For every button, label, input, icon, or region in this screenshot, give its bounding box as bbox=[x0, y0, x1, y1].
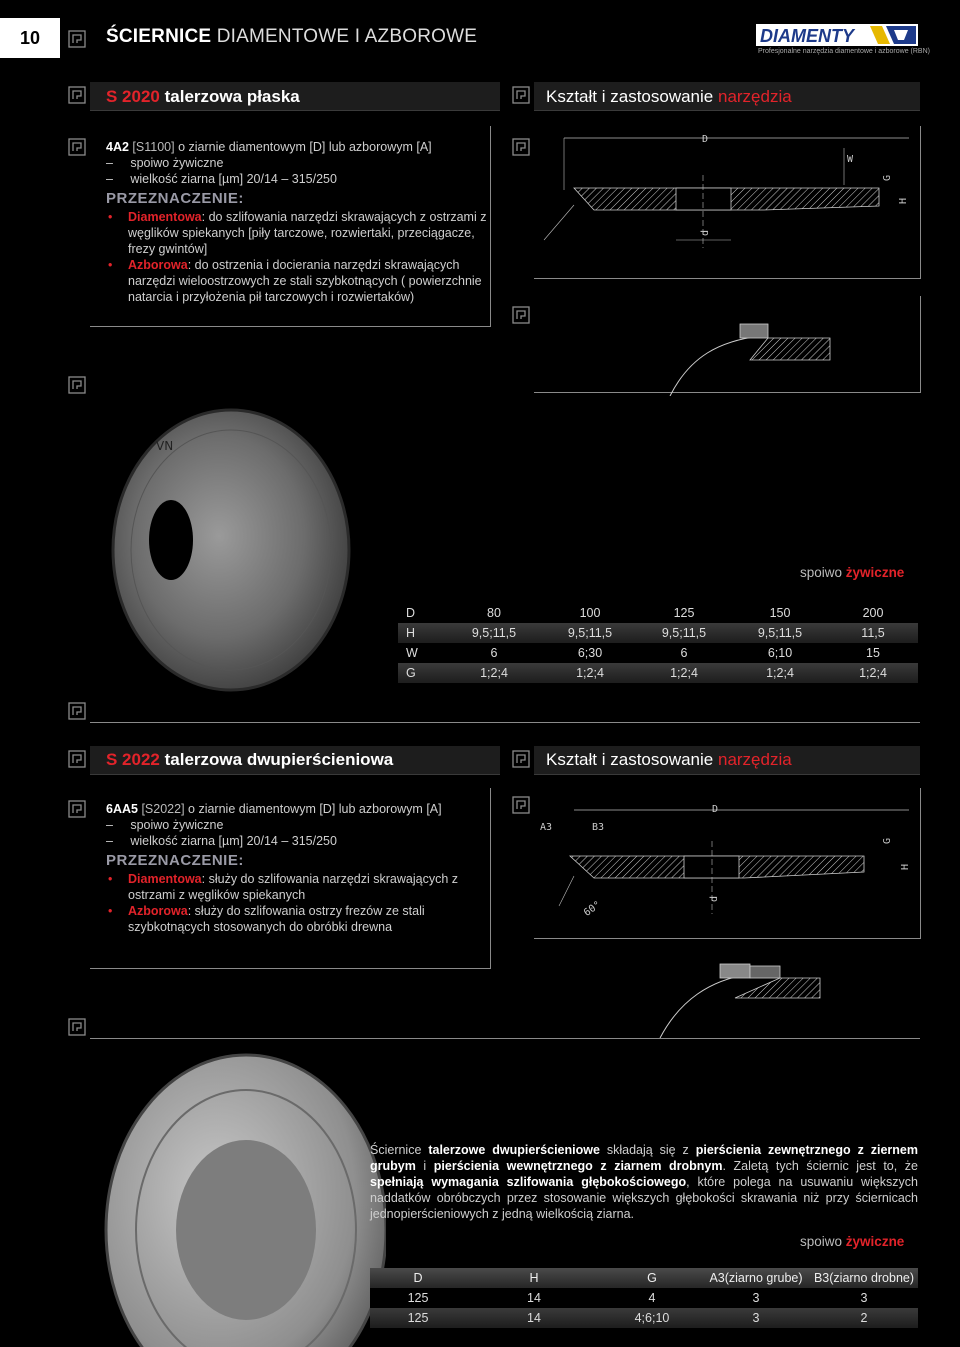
s2020-table-cell: 9,5;11,5 bbox=[444, 623, 544, 643]
s2020-purpose-diamond: • Diamentowa: do szlifowania narzędzi skrawających z ostrzami z węglików spiekanych [piły tarczowe, rozwiertaki, przeciągacze, frezy gwintów] bbox=[106, 209, 488, 257]
s2020-table-cell: 6;30 bbox=[544, 643, 636, 663]
section-icon bbox=[512, 750, 530, 768]
s2020-spec-table bbox=[398, 603, 918, 683]
section-separator bbox=[90, 700, 920, 723]
s2020-table-cell: 80 bbox=[444, 603, 544, 623]
svg-text:VN: VN bbox=[156, 439, 174, 453]
s2020-table-cell: 1;2;4 bbox=[828, 663, 918, 683]
s2022-table-cell: 125 bbox=[370, 1288, 466, 1308]
shape-title-red: narzędzia bbox=[717, 87, 792, 106]
s2022-code: S 2022 bbox=[106, 750, 160, 769]
shape-title-text: Kształt i zastosowanie bbox=[546, 750, 714, 769]
section-icon bbox=[512, 796, 530, 814]
section-icon bbox=[68, 138, 86, 156]
s2022-table-row bbox=[370, 1308, 918, 1328]
diamenty-logo bbox=[756, 24, 918, 46]
s2022-table-header-cell: A3(ziarno grube) bbox=[702, 1268, 810, 1288]
s2020-table-cell: 9,5;11,5 bbox=[544, 623, 636, 643]
s2022-purpose-diamond: • Diamentowa: służy do szlifowania narzędzi skrawających z ostrzami z węglików spiekanych bbox=[106, 871, 478, 903]
s2022-table-header-row bbox=[370, 1268, 918, 1288]
section-icon bbox=[68, 86, 86, 104]
s2022-table-cell: 14 bbox=[466, 1288, 602, 1308]
section-separator bbox=[90, 1016, 920, 1039]
s2020-bond-label: spoiwo żywiczne bbox=[800, 565, 905, 580]
s2022-table-cell: 3 bbox=[810, 1288, 918, 1308]
dim-D: D bbox=[702, 134, 709, 145]
s2020-table-cell: 125 bbox=[636, 603, 732, 623]
s2020-table-cell: 6 bbox=[636, 643, 732, 663]
s2022-table-cell: 4 bbox=[602, 1288, 702, 1308]
section-icon bbox=[512, 138, 530, 156]
s2022-table-header-cell: G bbox=[602, 1268, 702, 1288]
s2020-table-cell: 9,5;11,5 bbox=[636, 623, 732, 643]
svg-text:H: H bbox=[898, 197, 909, 204]
s2022-table-cell: 4;6;10 bbox=[602, 1308, 702, 1328]
s2020-purpose-azbor: • Azborowa: do ostrzenia i docierania narzędzi skrawających narzędzi wieloostrzowych ze stali szybkotnących ( powierzchnie natarcia i przyłożenia pił tarczowych i rozwiertaków) bbox=[106, 257, 488, 305]
s2020-table-cell: 6;10 bbox=[732, 643, 828, 663]
s2022-table-header-cell: H bbox=[466, 1268, 602, 1288]
section-icon bbox=[68, 376, 86, 394]
s2022-title bbox=[106, 750, 393, 770]
s2022-table-cell: 3 bbox=[702, 1308, 810, 1328]
s2022-purpose-label: PRZEZNACZENIE: bbox=[106, 852, 244, 869]
s2020-table-row bbox=[398, 623, 918, 643]
s2020-table-cell: G bbox=[398, 663, 444, 683]
svg-text:d: d bbox=[709, 895, 720, 902]
section-icon bbox=[68, 30, 86, 48]
s2022-table-cell: 3 bbox=[702, 1288, 810, 1308]
s2020-table-cell: 1;2;4 bbox=[544, 663, 636, 683]
s2020-table-cell: 1;2;4 bbox=[444, 663, 544, 683]
s2020-table-row bbox=[398, 643, 918, 663]
s2022-table-header-cell: B3(ziarno drobne) bbox=[810, 1268, 918, 1288]
section-icon bbox=[68, 750, 86, 768]
svg-text:B3: B3 bbox=[592, 822, 605, 833]
s2020-shape-diagram bbox=[534, 130, 920, 260]
svg-text:A3: A3 bbox=[540, 822, 553, 833]
section-icon bbox=[512, 86, 530, 104]
s2020-purpose-label: PRZEZNACZENIE: bbox=[106, 190, 244, 207]
s2022-table-cell: 2 bbox=[810, 1308, 918, 1328]
s2020-table-cell: 15 bbox=[828, 643, 918, 663]
s2022-name: talerzowa dwupierścieniowa bbox=[164, 750, 394, 769]
section-icon bbox=[68, 800, 86, 818]
s2020-title bbox=[106, 87, 300, 107]
s2022-table-header-cell: D bbox=[370, 1268, 466, 1288]
page-number: 10 bbox=[0, 18, 60, 58]
s2022-shape-title bbox=[546, 750, 792, 770]
s2020-description bbox=[106, 139, 488, 305]
s2022-bond-label: spoiwo żywiczne bbox=[800, 1234, 905, 1249]
s2022-long-description: Ściernice talerzowe dwupierścieniowe składają się z pierścienia zewnętrznego z ziernem grubym i pierścienia wewnętrznego z ziarnem drobnym. Zaletą tych ściernic jest to, że spełniają wymagania szlifowania głębokościowego, które polega na usuwaniu większych naddatków obróbczych przez stosowanie większych głębokości skrawania niż przy ściernicach jednopierścieniowych z jedną wielkością ziarna. bbox=[370, 1143, 919, 1221]
s2020-table-cell: 200 bbox=[828, 603, 918, 623]
s2022-table-cell: 14 bbox=[466, 1308, 602, 1328]
section-icon bbox=[512, 306, 530, 324]
svg-text:d: d bbox=[700, 229, 711, 236]
s2020-code: S 2020 bbox=[106, 87, 160, 106]
s2022-code-line: 6AA5 [S2022] o ziarnie diamentowym [D] lub azborowym [A] bbox=[106, 802, 442, 816]
section-icon bbox=[68, 1018, 86, 1036]
svg-text:H: H bbox=[900, 863, 911, 870]
s2022-grain: – wielkość ziarna [µm] 20/14 – 315/250 bbox=[106, 834, 337, 848]
s2022-spec-table bbox=[370, 1268, 918, 1328]
s2020-detail-diagram bbox=[640, 316, 840, 396]
logo-tagline: Profesjonalne narzędzia diamentowe i azborowe (RBN) bbox=[758, 48, 930, 55]
s2020-table-cell: 150 bbox=[732, 603, 828, 623]
shape-title-red: narzędzia bbox=[717, 750, 792, 769]
s2020-product-photo bbox=[96, 400, 366, 700]
s2020-table-cell: 100 bbox=[544, 603, 636, 623]
s2020-shape-title bbox=[546, 87, 792, 107]
s2022-description bbox=[106, 801, 478, 935]
header-title-light: DIAMENTOWE I AZBOROWE bbox=[216, 26, 478, 47]
s2020-table-cell: W bbox=[398, 643, 444, 663]
section-icon bbox=[68, 702, 86, 720]
s2022-table-cell: 125 bbox=[370, 1308, 466, 1328]
s2020-name: talerzowa płaska bbox=[164, 87, 300, 106]
s2022-bond: – spoiwo żywiczne bbox=[106, 818, 224, 832]
svg-text:D: D bbox=[712, 804, 719, 815]
s2022-shape-diagram bbox=[534, 796, 920, 926]
s2020-code-line: 4A2 [S1100] o ziarnie diamentowym [D] lub azborowym [A] bbox=[106, 140, 432, 154]
s2020-table-row bbox=[398, 663, 918, 683]
s2022-product-photo bbox=[96, 1040, 386, 1347]
s2020-bond: – spoiwo żywiczne bbox=[106, 156, 224, 170]
s2020-table-row bbox=[398, 603, 918, 623]
s2020-grain: – wielkość ziarna [µm] 20/14 – 315/250 bbox=[106, 172, 337, 186]
s2020-table-cell: 1;2;4 bbox=[732, 663, 828, 683]
s2020-table-cell: H bbox=[398, 623, 444, 643]
svg-text:60°: 60° bbox=[582, 899, 604, 919]
s2022-purpose-azbor: • Azborowa: służy do szlifowania ostrzy frezów ze stali szybkotnących stosowanych do obróbki drewna bbox=[106, 903, 478, 935]
logo-text: DIAMENTY bbox=[760, 26, 854, 46]
s2020-table-cell: 6 bbox=[444, 643, 544, 663]
shape-title-text: Kształt i zastosowanie bbox=[546, 87, 714, 106]
s2022-table-row bbox=[370, 1288, 918, 1308]
page-header-title bbox=[106, 26, 477, 48]
svg-text:W: W bbox=[847, 154, 854, 165]
s2020-table-cell: D bbox=[398, 603, 444, 623]
s2020-table-cell: 11,5 bbox=[828, 623, 918, 643]
header-title-bold: ŚCIERNICE bbox=[106, 26, 212, 47]
svg-text:G: G bbox=[882, 837, 893, 844]
s2020-table-cell: 9,5;11,5 bbox=[732, 623, 828, 643]
svg-text:G: G bbox=[882, 174, 893, 181]
s2020-table-cell: 1;2;4 bbox=[636, 663, 732, 683]
